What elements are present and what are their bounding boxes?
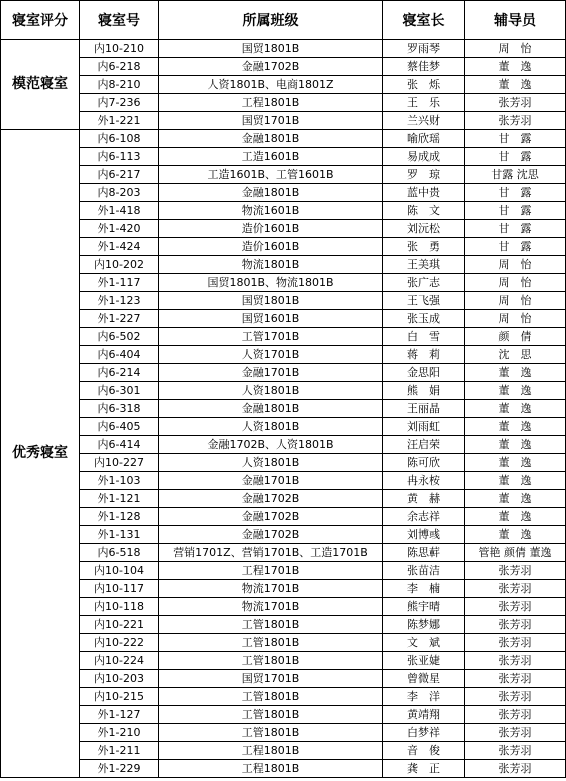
header-row — [1, 1, 566, 40]
class-cell: 金融1702B — [159, 490, 383, 508]
counselor-cell: 张芳羽 — [465, 562, 566, 580]
counselor-cell: 张芳羽 — [465, 616, 566, 634]
leader-cell: 刘沅松 — [383, 220, 465, 238]
counselor-cell: 董 逸 — [465, 76, 566, 94]
room-cell: 内10-221 — [80, 616, 159, 634]
class-cell: 国贸1701B — [159, 112, 383, 130]
room-cell: 外1-420 — [80, 220, 159, 238]
class-cell: 工造1601B、工管1601B — [159, 166, 383, 184]
class-cell: 物流1801B — [159, 256, 383, 274]
room-cell: 外1-211 — [80, 742, 159, 760]
leader-cell: 易成成 — [383, 148, 465, 166]
counselor-cell: 董 逸 — [465, 490, 566, 508]
leader-cell: 蒋 莉 — [383, 346, 465, 364]
leader-cell: 喻欣瑶 — [383, 130, 465, 148]
room-cell: 内6-108 — [80, 130, 159, 148]
class-cell: 金融1702B — [159, 526, 383, 544]
class-cell: 营销1701Z、营销1701B、工造1701B — [159, 544, 383, 562]
table-row — [1, 742, 566, 760]
room-cell: 内10-104 — [80, 562, 159, 580]
leader-cell: 熊宇晴 — [383, 598, 465, 616]
leader-cell: 熊 娟 — [383, 382, 465, 400]
leader-cell: 张 烁 — [383, 76, 465, 94]
room-cell: 外1-227 — [80, 310, 159, 328]
table-row — [1, 112, 566, 130]
class-cell: 人资1801B — [159, 382, 383, 400]
counselor-cell: 张芳羽 — [465, 652, 566, 670]
leader-cell: 汪启荣 — [383, 436, 465, 454]
leader-cell: 曾微星 — [383, 670, 465, 688]
room-cell: 内10-210 — [80, 40, 159, 58]
leader-cell: 张苗洁 — [383, 562, 465, 580]
table-row — [1, 436, 566, 454]
class-cell: 金融1701B — [159, 472, 383, 490]
room-cell: 外1-131 — [80, 526, 159, 544]
class-cell: 国贸1801B、物流1801B — [159, 274, 383, 292]
room-cell: 内6-405 — [80, 418, 159, 436]
table-row — [1, 328, 566, 346]
table-row — [1, 598, 566, 616]
room-cell: 内10-222 — [80, 634, 159, 652]
table-row — [1, 688, 566, 706]
leader-cell: 张 勇 — [383, 238, 465, 256]
class-cell: 工管1801B — [159, 652, 383, 670]
table-row — [1, 580, 566, 598]
class-cell: 物流1601B — [159, 202, 383, 220]
class-cell: 金融1801B — [159, 184, 383, 202]
counselor-cell: 周 怡 — [465, 292, 566, 310]
class-cell: 工造1601B — [159, 148, 383, 166]
table-row — [1, 760, 566, 778]
leader-cell: 陈 文 — [383, 202, 465, 220]
counselor-cell: 甘 露 — [465, 130, 566, 148]
table-row — [1, 130, 566, 148]
counselor-cell: 甘 露 — [465, 238, 566, 256]
counselor-cell: 董 逸 — [465, 382, 566, 400]
class-cell: 工管1801B — [159, 706, 383, 724]
leader-cell: 黄 赫 — [383, 490, 465, 508]
leader-cell: 罗 琼 — [383, 166, 465, 184]
leader-cell: 冉永桉 — [383, 472, 465, 490]
leader-cell: 文 斌 — [383, 634, 465, 652]
counselor-cell: 甘露 沈思 — [465, 166, 566, 184]
class-cell: 造价1601B — [159, 220, 383, 238]
leader-cell: 刘博彧 — [383, 526, 465, 544]
table-row — [1, 418, 566, 436]
room-cell: 内10-118 — [80, 598, 159, 616]
class-cell: 工程1801B — [159, 760, 383, 778]
room-cell: 外1-229 — [80, 760, 159, 778]
leader-cell: 音 俊 — [383, 742, 465, 760]
table-row — [1, 148, 566, 166]
table-body — [1, 40, 566, 778]
table-row — [1, 652, 566, 670]
header-rating: 寝室评分 — [1, 1, 80, 40]
counselor-cell: 董 逸 — [465, 472, 566, 490]
class-cell: 物流1701B — [159, 598, 383, 616]
counselor-cell: 甘 露 — [465, 184, 566, 202]
leader-cell: 金思阳 — [383, 364, 465, 382]
leader-cell: 白梦祥 — [383, 724, 465, 742]
class-cell: 国贸1701B — [159, 670, 383, 688]
class-cell: 物流1701B — [159, 580, 383, 598]
room-cell: 内7-236 — [80, 94, 159, 112]
class-cell: 国贸1801B — [159, 40, 383, 58]
category-cell: 优秀寝室 — [1, 130, 80, 778]
table-row — [1, 616, 566, 634]
room-cell: 内6-214 — [80, 364, 159, 382]
table-row — [1, 490, 566, 508]
table-row — [1, 472, 566, 490]
class-cell: 工管1801B — [159, 616, 383, 634]
room-cell: 内6-217 — [80, 166, 159, 184]
leader-cell: 黄靖翔 — [383, 706, 465, 724]
counselor-cell: 张芳羽 — [465, 94, 566, 112]
table-row — [1, 382, 566, 400]
table-row — [1, 454, 566, 472]
counselor-cell: 董 逸 — [465, 418, 566, 436]
counselor-cell: 周 怡 — [465, 40, 566, 58]
leader-cell: 张玉成 — [383, 310, 465, 328]
counselor-cell: 张芳羽 — [465, 742, 566, 760]
counselor-cell: 张芳羽 — [465, 670, 566, 688]
room-cell: 外1-127 — [80, 706, 159, 724]
counselor-cell: 颜 倩 — [465, 328, 566, 346]
table-row — [1, 292, 566, 310]
room-cell: 内8-210 — [80, 76, 159, 94]
room-cell: 内10-202 — [80, 256, 159, 274]
room-cell: 内6-301 — [80, 382, 159, 400]
header-room: 寝室号 — [80, 1, 159, 40]
table-row — [1, 166, 566, 184]
room-cell: 内8-203 — [80, 184, 159, 202]
counselor-cell: 董 逸 — [465, 526, 566, 544]
leader-cell: 王丽晶 — [383, 400, 465, 418]
table-row — [1, 184, 566, 202]
room-cell: 外1-221 — [80, 112, 159, 130]
counselor-cell: 张芳羽 — [465, 580, 566, 598]
leader-cell: 王美琪 — [383, 256, 465, 274]
counselor-cell: 周 怡 — [465, 256, 566, 274]
room-cell: 内10-203 — [80, 670, 159, 688]
class-cell: 工程1701B — [159, 562, 383, 580]
category-cell: 模范寝室 — [1, 40, 80, 130]
leader-cell: 蔡佳梦 — [383, 58, 465, 76]
leader-cell: 陈梦娜 — [383, 616, 465, 634]
table-row — [1, 508, 566, 526]
room-cell: 内10-227 — [80, 454, 159, 472]
leader-cell: 王 乐 — [383, 94, 465, 112]
counselor-cell: 管艳 颜倩 董逸 — [465, 544, 566, 562]
room-cell: 内10-117 — [80, 580, 159, 598]
leader-cell: 刘雨虹 — [383, 418, 465, 436]
table-row — [1, 706, 566, 724]
leader-cell: 王飞强 — [383, 292, 465, 310]
class-cell: 人资1801B — [159, 454, 383, 472]
table-row — [1, 310, 566, 328]
room-cell: 内6-518 — [80, 544, 159, 562]
leader-cell: 余志祥 — [383, 508, 465, 526]
table-row — [1, 544, 566, 562]
table-row — [1, 238, 566, 256]
leader-cell: 张亚婕 — [383, 652, 465, 670]
counselor-cell: 董 逸 — [465, 58, 566, 76]
class-cell: 金融1801B — [159, 130, 383, 148]
room-cell: 内10-215 — [80, 688, 159, 706]
leader-cell: 李 洋 — [383, 688, 465, 706]
leader-cell: 张广志 — [383, 274, 465, 292]
counselor-cell: 董 逸 — [465, 508, 566, 526]
room-cell: 外1-418 — [80, 202, 159, 220]
table-row — [1, 94, 566, 112]
table-row — [1, 202, 566, 220]
leader-cell: 陈思蓒 — [383, 544, 465, 562]
table-row — [1, 58, 566, 76]
table-row — [1, 76, 566, 94]
leader-cell: 李 楠 — [383, 580, 465, 598]
room-cell: 内6-113 — [80, 148, 159, 166]
counselor-cell: 张芳羽 — [465, 598, 566, 616]
table-row — [1, 40, 566, 58]
table-row — [1, 562, 566, 580]
header-leader: 寝室长 — [383, 1, 465, 40]
room-cell: 外1-128 — [80, 508, 159, 526]
header-class: 所属班级 — [159, 1, 383, 40]
table-row — [1, 724, 566, 742]
counselor-cell: 张芳羽 — [465, 760, 566, 778]
room-cell: 内6-218 — [80, 58, 159, 76]
class-cell: 金融1702B — [159, 508, 383, 526]
room-cell: 内6-318 — [80, 400, 159, 418]
class-cell: 工管1801B — [159, 688, 383, 706]
counselor-cell: 周 怡 — [465, 274, 566, 292]
header-counselor: 辅导员 — [465, 1, 566, 40]
table-row — [1, 346, 566, 364]
room-cell: 外1-103 — [80, 472, 159, 490]
room-cell: 外1-121 — [80, 490, 159, 508]
class-cell: 金融1801B — [159, 400, 383, 418]
counselor-cell: 甘 露 — [465, 202, 566, 220]
counselor-cell: 甘 露 — [465, 148, 566, 166]
counselor-cell: 董 逸 — [465, 400, 566, 418]
table-row — [1, 670, 566, 688]
class-cell: 金融1702B、人资1801B — [159, 436, 383, 454]
class-cell: 工管1801B — [159, 724, 383, 742]
room-cell: 内6-404 — [80, 346, 159, 364]
class-cell: 工管1801B — [159, 634, 383, 652]
leader-cell: 龚 正 — [383, 760, 465, 778]
counselor-cell: 张芳羽 — [465, 634, 566, 652]
room-cell: 内10-224 — [80, 652, 159, 670]
table-row — [1, 274, 566, 292]
counselor-cell: 张芳羽 — [465, 724, 566, 742]
room-cell: 内6-502 — [80, 328, 159, 346]
leader-cell: 罗雨琴 — [383, 40, 465, 58]
table-row — [1, 634, 566, 652]
class-cell: 工程1801B — [159, 742, 383, 760]
counselor-cell: 沈 思 — [465, 346, 566, 364]
counselor-cell: 张芳羽 — [465, 706, 566, 724]
table-row — [1, 220, 566, 238]
counselor-cell: 周 怡 — [465, 310, 566, 328]
counselor-cell: 董 逸 — [465, 454, 566, 472]
class-cell: 人资1801B、电商1801Z — [159, 76, 383, 94]
class-cell: 金融1702B — [159, 58, 383, 76]
class-cell: 人资1701B — [159, 346, 383, 364]
class-cell: 人资1801B — [159, 418, 383, 436]
class-cell: 工管1701B — [159, 328, 383, 346]
leader-cell: 白 雪 — [383, 328, 465, 346]
room-cell: 外1-123 — [80, 292, 159, 310]
room-cell: 内6-414 — [80, 436, 159, 454]
counselor-cell: 张芳羽 — [465, 112, 566, 130]
class-cell: 国贸1601B — [159, 310, 383, 328]
table-row — [1, 400, 566, 418]
counselor-cell: 董 逸 — [465, 364, 566, 382]
room-cell: 外1-210 — [80, 724, 159, 742]
table-row — [1, 364, 566, 382]
leader-cell: 陈可欣 — [383, 454, 465, 472]
table-row — [1, 256, 566, 274]
class-cell: 金融1701B — [159, 364, 383, 382]
counselor-cell: 董 逸 — [465, 436, 566, 454]
leader-cell: 兰兴财 — [383, 112, 465, 130]
class-cell: 工程1801B — [159, 94, 383, 112]
table-row — [1, 526, 566, 544]
class-cell: 国贸1801B — [159, 292, 383, 310]
class-cell: 造价1601B — [159, 238, 383, 256]
leader-cell: 蓝中贵 — [383, 184, 465, 202]
counselor-cell: 甘 露 — [465, 220, 566, 238]
room-cell: 外1-117 — [80, 274, 159, 292]
counselor-cell: 张芳羽 — [465, 688, 566, 706]
room-cell: 外1-424 — [80, 238, 159, 256]
